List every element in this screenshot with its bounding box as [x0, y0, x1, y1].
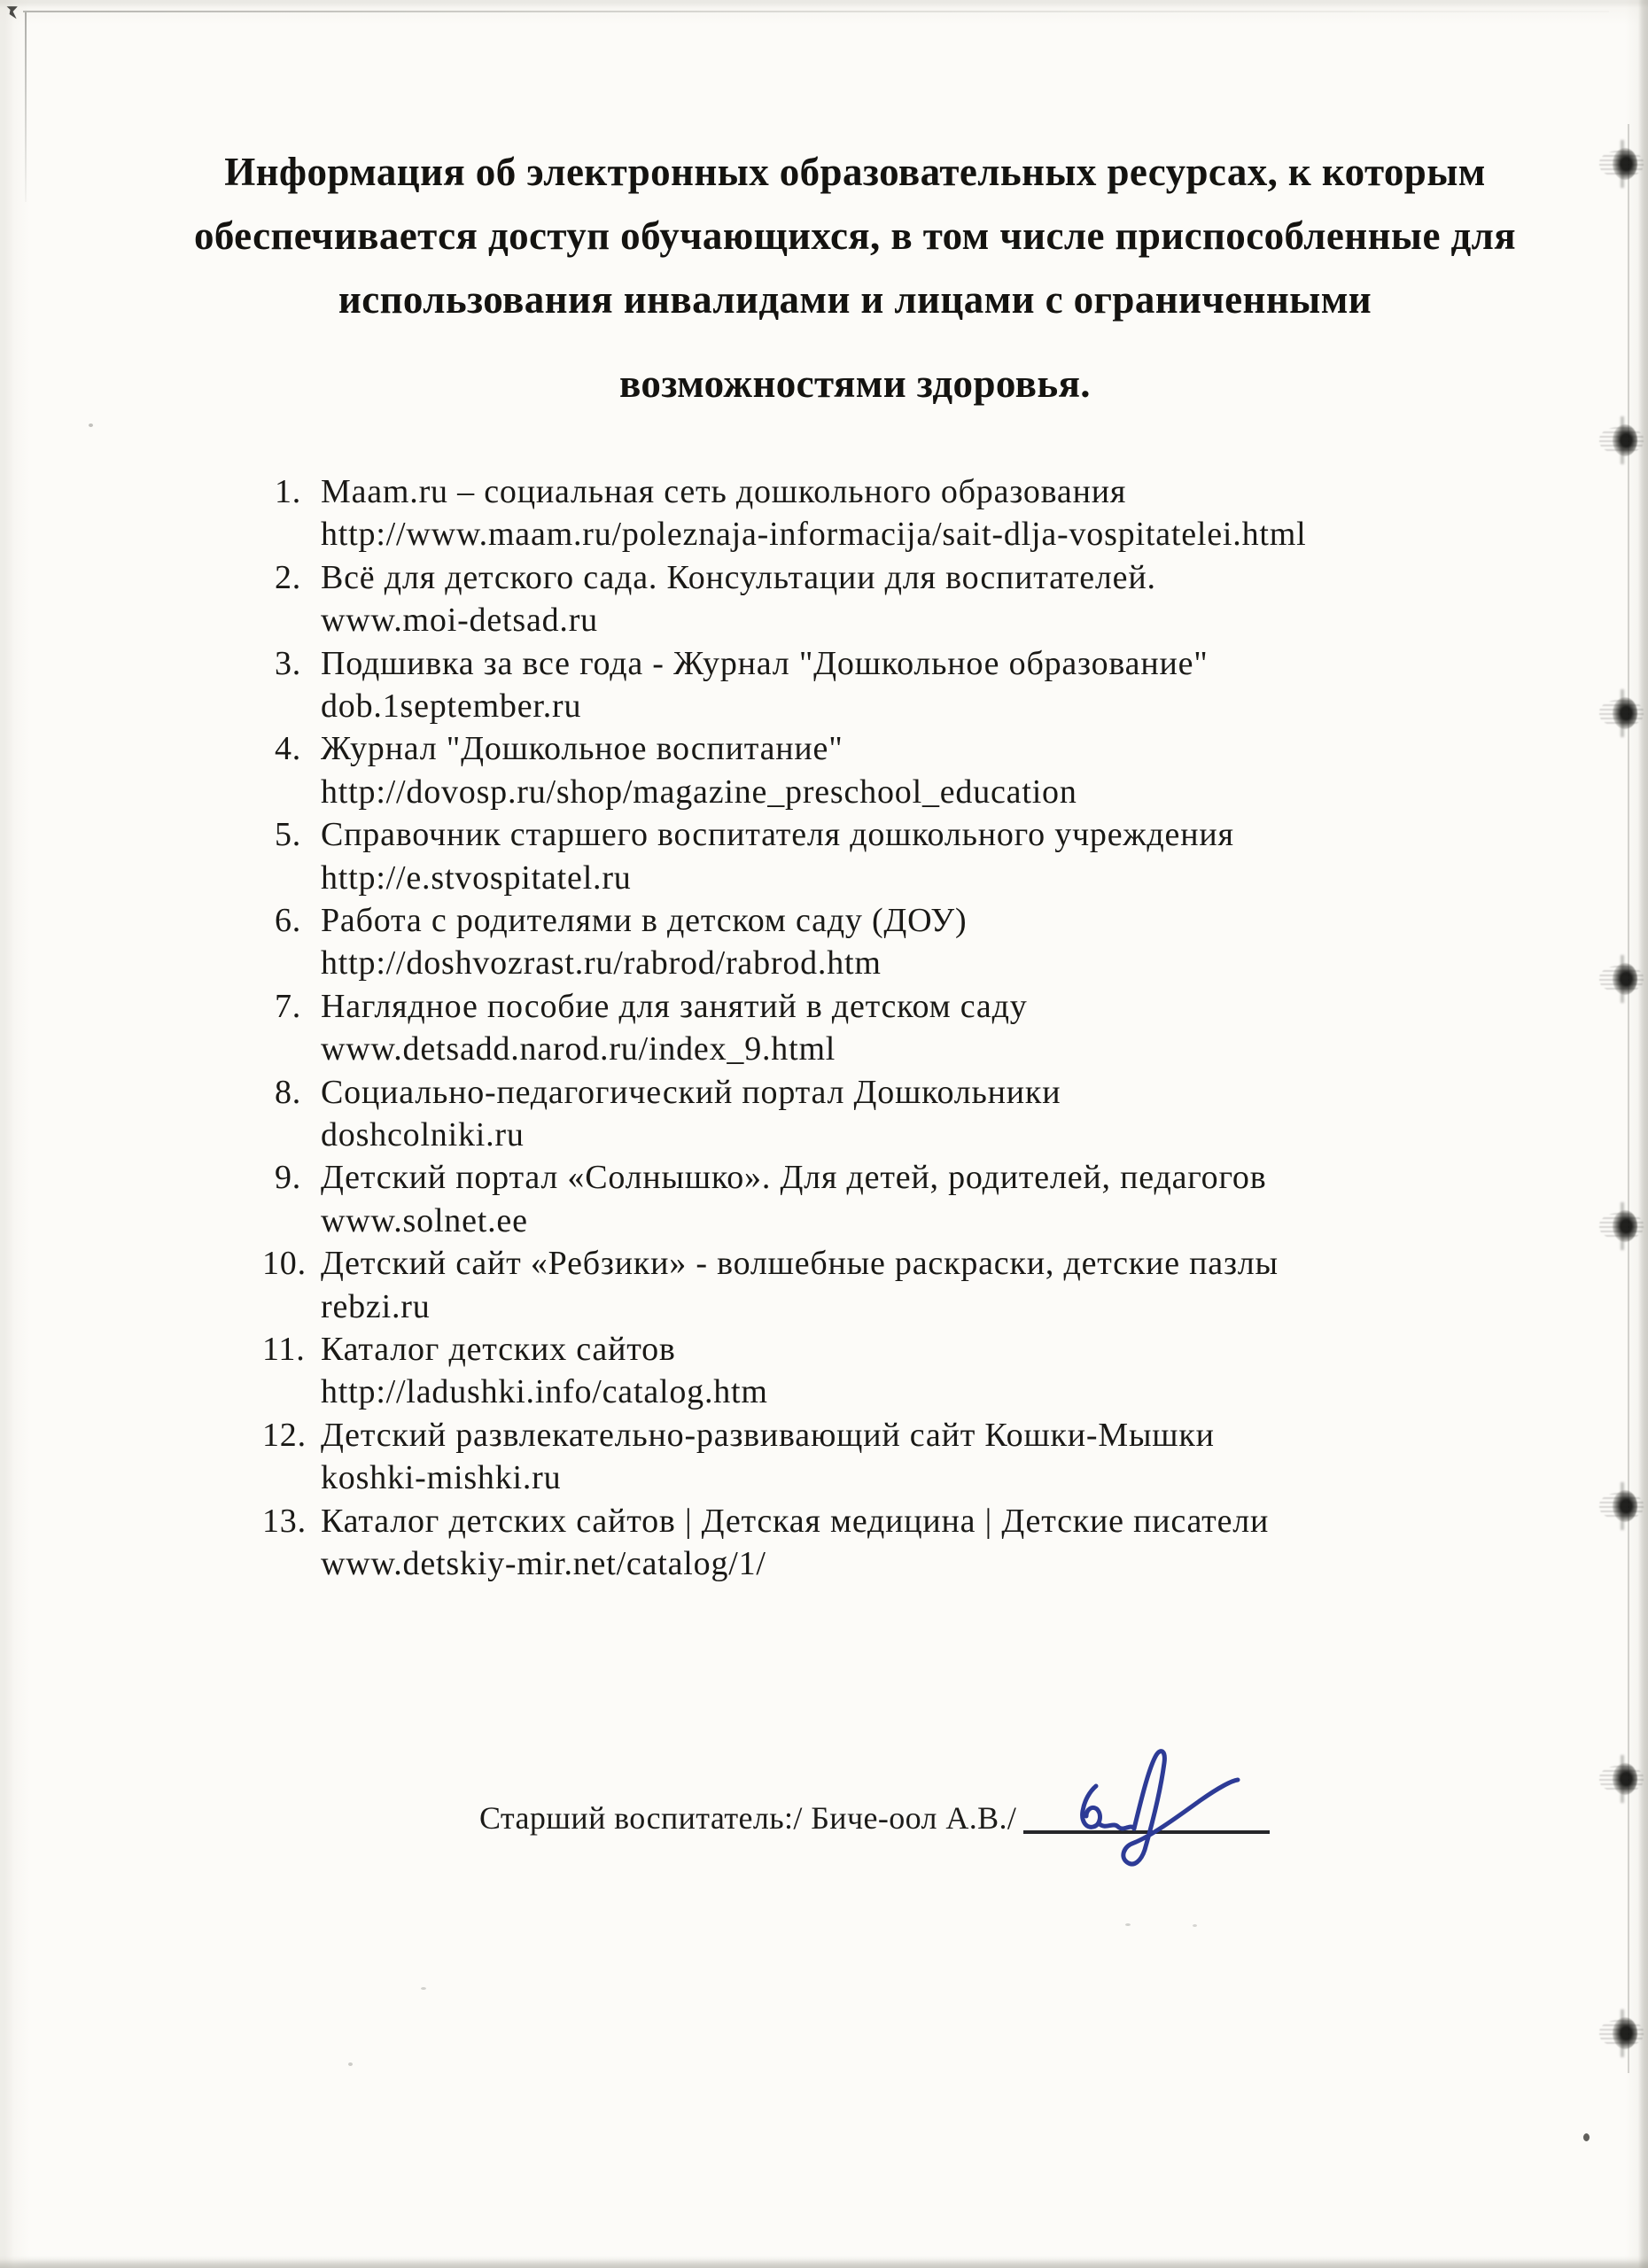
- resource-number: 3.: [275, 644, 302, 682]
- resource-number: 10.: [262, 1245, 307, 1283]
- resource-item: [262, 1414, 1529, 1500]
- binding-mark: [1613, 424, 1637, 456]
- resource-title: Всё для детского сада. Консультации для воспитателей.: [321, 558, 1156, 596]
- resource-number: 9.: [275, 1159, 302, 1197]
- resource-title: Каталог детских сайтов | Детская медицина | Детские писатели: [321, 1502, 1270, 1540]
- resource-number: 6.: [275, 901, 302, 939]
- resource-item: [262, 727, 1529, 813]
- scan-speck: [1125, 1923, 1131, 1926]
- resource-title: Подшивка за все года - Журнал "Дошкольное образование": [321, 644, 1209, 682]
- resource-number: 4.: [275, 730, 302, 768]
- signature-stroke: [1123, 1751, 1238, 1864]
- resource-item: [262, 1242, 1529, 1328]
- binding-mark: [1613, 1490, 1637, 1522]
- resource-item: [262, 1156, 1529, 1242]
- document-title: [151, 140, 1559, 416]
- resource-title: Детский портал «Солнышко». Для детей, родителей, педагогов: [321, 1159, 1267, 1197]
- resource-url: www.detsadd.narod.ru/index_9.html: [321, 1030, 836, 1068]
- binding-mark: [1613, 963, 1637, 995]
- title-line: Информация об электронных образовательных ресурсах, к которым: [224, 150, 1486, 194]
- scan-speck: [1583, 2133, 1590, 2141]
- scan-speck: [89, 423, 93, 427]
- resource-number: 5.: [275, 816, 302, 854]
- resource-url: www.solnet.ee: [321, 1201, 528, 1239]
- resource-item: [262, 1071, 1529, 1157]
- signature-stroke: [1083, 1786, 1134, 1829]
- resource-item: [262, 470, 1529, 556]
- resource-number: 11.: [262, 1330, 306, 1368]
- resource-title: Работа с родителями в детском саду (ДОУ): [321, 901, 968, 939]
- resource-url: koshki-mishki.ru: [321, 1459, 562, 1497]
- resource-item: [262, 899, 1529, 985]
- binding-mark: [1613, 148, 1637, 180]
- resource-item: [262, 642, 1529, 728]
- resource-url: http://dovosp.ru/shop/magazine_preschool_education: [321, 773, 1077, 811]
- resource-title: Справочник старшего воспитателя дошкольного учреждения: [321, 816, 1234, 854]
- resource-number: 8.: [275, 1073, 302, 1111]
- resource-title: Социально-педагогический портал Дошкольники: [321, 1073, 1061, 1111]
- resource-url: www.detskiy-mir.net/catalog/1/: [321, 1544, 766, 1582]
- scan-speck: [421, 1987, 426, 1990]
- signature-ink: [1072, 1745, 1249, 1874]
- signature-label: Старший воспитатель:/ Биче-оол А.В./: [479, 1800, 1017, 1836]
- resource-url: www.moi-detsad.ru: [321, 602, 598, 640]
- resource-number: 1.: [275, 473, 302, 510]
- binding-mark: [1613, 2017, 1637, 2049]
- binding-mark: [1613, 1210, 1637, 1242]
- resource-url: http://www.maam.ru/poleznaja-informacija/sait-dlja-vospitatelei.html: [321, 516, 1307, 554]
- resource-item: [262, 985, 1529, 1071]
- resource-number: 13.: [262, 1502, 307, 1540]
- resource-title: Журнал "Дошкольное воспитание": [321, 730, 843, 768]
- resource-item: [262, 813, 1529, 899]
- resource-url: rebzi.ru: [321, 1287, 431, 1325]
- resource-url: http://ladushki.info/catalog.htm: [321, 1373, 768, 1411]
- scan-corner-mark: [6, 4, 20, 20]
- scan-left-edge: [25, 12, 27, 202]
- resource-title: Каталог детских сайтов: [321, 1330, 676, 1368]
- resource-title: Maam.ru – социальная сеть дошкольного образования: [321, 473, 1127, 510]
- resource-list: [262, 470, 1529, 1585]
- resource-url: http://doshvozrast.ru/rabrod/rabrod.htm: [321, 944, 882, 983]
- binding-mark: [1613, 697, 1637, 729]
- title-line: обеспечивается доступ обучающихся, в том числе приспособленные для: [193, 214, 1517, 258]
- binding-mark: [1613, 1763, 1637, 1795]
- resource-number: 12.: [262, 1416, 307, 1454]
- resource-item: [262, 1328, 1529, 1414]
- resource-item: [262, 556, 1529, 642]
- title-line: использования инвалидами и лицами с ограниченными: [338, 277, 1372, 322]
- scan-speck: [1193, 1924, 1197, 1927]
- scan-speck: [348, 2062, 353, 2066]
- resource-title: Наглядное пособие для занятий в детском саду: [321, 987, 1028, 1025]
- resource-url: http://e.stvospitatel.ru: [321, 858, 632, 897]
- resource-item: [262, 1500, 1529, 1586]
- resource-number: 2.: [275, 558, 302, 596]
- resource-title: Детский сайт «Ребзики» - волшебные раскраски, детские пазлы: [321, 1245, 1279, 1283]
- resource-number: 7.: [275, 987, 302, 1025]
- scan-top-edge: [23, 11, 1609, 12]
- resource-url: doshcolniki.ru: [321, 1115, 525, 1153]
- scan-right-edge-shadow: [1638, 0, 1648, 2268]
- scan-bottom-edge: [0, 2259, 1648, 2268]
- resource-url: dob.1september.ru: [321, 687, 582, 725]
- title-line: возможностями здоровья.: [619, 361, 1091, 406]
- resource-title: Детский развлекательно-развивающий сайт Кошки-Мышки: [321, 1416, 1215, 1454]
